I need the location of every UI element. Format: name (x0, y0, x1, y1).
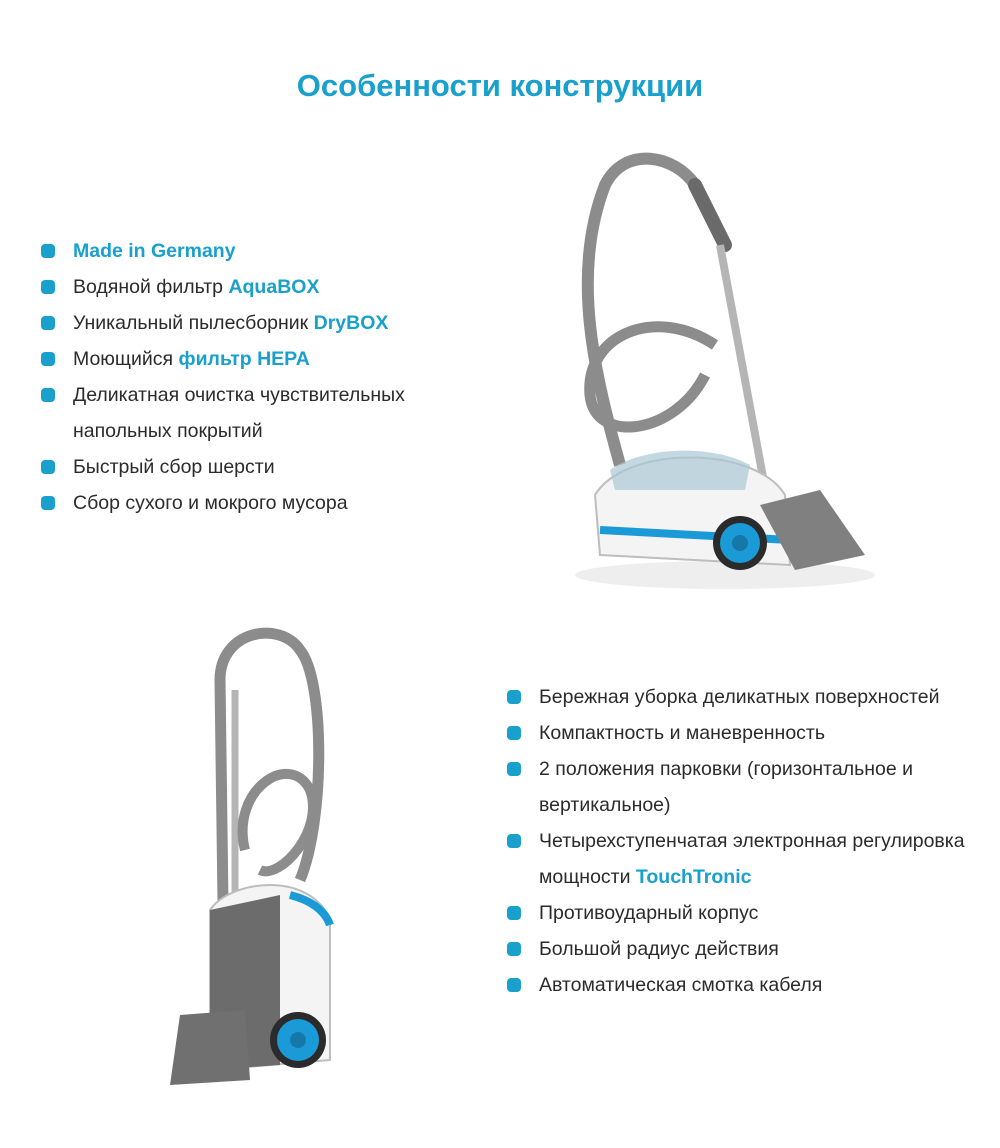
feature-text-before: Четырехступенчатая электронная регулировка мощности (539, 830, 965, 888)
bullet-icon (507, 762, 521, 776)
bullet-icon (507, 942, 521, 956)
feature-item (41, 305, 501, 341)
bullet-icon (41, 352, 55, 366)
feature-text-accent: Made in Germany (73, 240, 236, 262)
bullet-icon (41, 280, 55, 294)
bullet-icon (507, 690, 521, 704)
bullet-icon (41, 244, 55, 258)
feature-text-before: Водяной фильтр (73, 276, 229, 298)
feature-text-accent: фильтр HEPA (178, 348, 310, 370)
bullet-icon (507, 906, 521, 920)
feature-item (507, 679, 967, 715)
feature-text-before: Автоматическая смотка кабеля (539, 974, 823, 996)
feature-item (41, 449, 501, 485)
feature-item (41, 341, 501, 377)
feature-text-accent: TouchTronic (635, 866, 752, 888)
feature-text-before: Бережная уборка деликатных поверхностей (539, 686, 940, 708)
bullet-icon (41, 460, 55, 474)
vacuum-cleaner-icon (565, 145, 895, 605)
feature-text-before: Компактность и маневренность (539, 722, 826, 744)
feature-item (507, 715, 967, 751)
feature-list-bottom (507, 679, 967, 1003)
feature-item (507, 931, 967, 967)
feature-item (507, 895, 967, 931)
feature-text-before: Большой радиус действия (539, 938, 779, 960)
feature-text-before: Противоударный корпус (539, 902, 759, 924)
feature-item (41, 233, 501, 269)
page-title: Особенности конструкции (296, 68, 704, 103)
feature-text-before: 2 положения парковки (горизонтальное и вертикальное) (539, 758, 913, 816)
bullet-icon (507, 978, 521, 992)
vacuum-cleaner-icon (150, 620, 400, 1100)
feature-text-before: Сбор сухого и мокрого мусора (73, 492, 348, 514)
feature-item (507, 967, 967, 1003)
feature-text-before: Быстрый сбор шерсти (73, 456, 275, 478)
feature-text-before: Уникальный пылесборник (73, 312, 314, 334)
feature-text-accent: AquaBOX (228, 276, 320, 298)
feature-item (507, 751, 967, 823)
vacuum-cleaner-upright-image (150, 620, 400, 1100)
bullet-icon (41, 496, 55, 510)
feature-text-before: Моющийся (73, 348, 179, 370)
feature-item (41, 377, 501, 449)
feature-item (41, 269, 501, 305)
feature-item (41, 485, 501, 521)
bullet-icon (41, 316, 55, 330)
feature-list-top (41, 233, 501, 521)
feature-text-before: Деликатная очистка чувствительных напольных покрытий (73, 384, 405, 442)
bullet-icon (507, 834, 521, 848)
bullet-icon (507, 726, 521, 740)
feature-item (507, 823, 967, 895)
vacuum-cleaner-side-image (565, 145, 895, 605)
bullet-icon (41, 388, 55, 402)
feature-text-accent: DryBOX (313, 312, 389, 334)
